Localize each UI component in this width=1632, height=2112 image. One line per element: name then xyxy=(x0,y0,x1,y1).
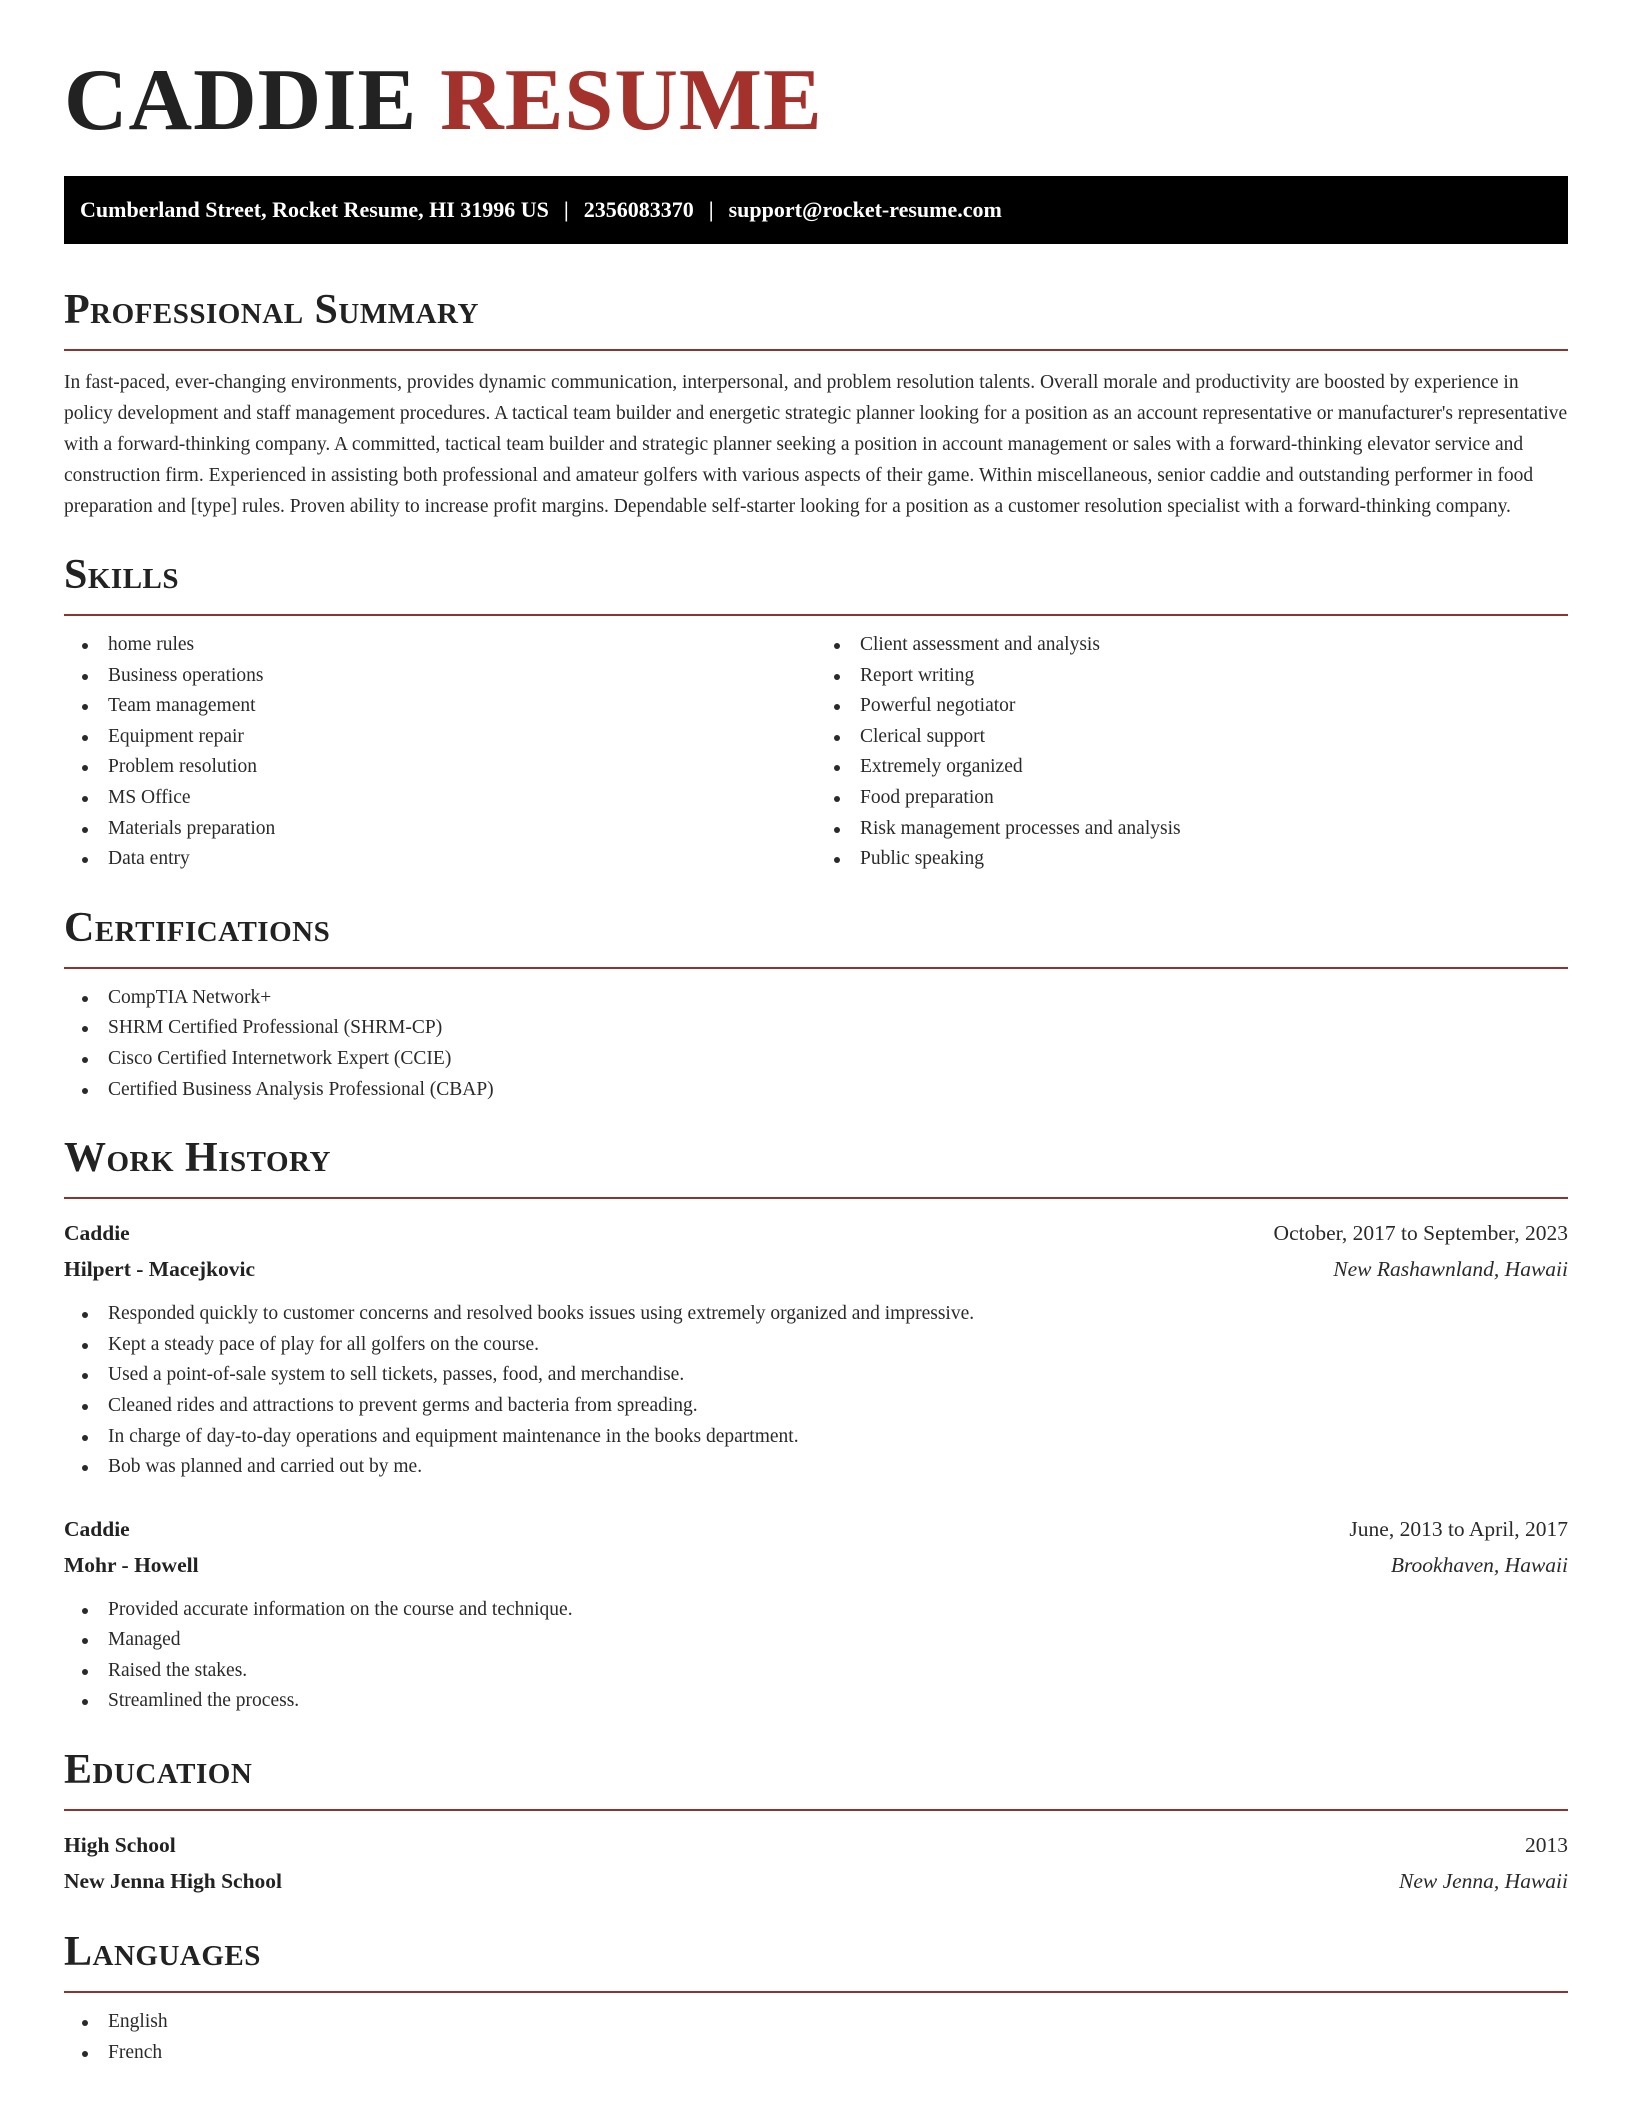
section-divider xyxy=(64,1197,1568,1199)
certification-item: Certified Business Analysis Professional (CBAP) xyxy=(64,1075,1568,1106)
job-header-row xyxy=(64,1215,1568,1251)
language-item: French xyxy=(64,2038,1568,2069)
skills-list-left xyxy=(64,630,816,875)
skill-item: home rules xyxy=(64,630,816,661)
job-entry xyxy=(64,1215,1568,1483)
summary-text: In fast-paced, ever-changing environments, provides dynamic communication, interpersonal, and problem resolution talents. Overall morale and productivity are boosted by experience in policy development and staff management procedures. A tactical team builder and energetic strategic planner looking for a position as an account representative or manufacturer's representative with a forward-thinking company. A committed, tactical team builder and strategic planner seeking a position in account management or sales with a forward-thinking elevator service and construction firm. Experienced in assisting both professional and amateur golfers with various aspects of their game. Within miscellaneous, senior caddie and outstanding performer in food preparation and [type] rules. Proven ability to increase profit margins. Dependable self-starter looking for a position as a customer resolution specialist with a forward-thinking company. xyxy=(64,372,1568,517)
job-duty-item: Kept a steady pace of play for all golfers on the course. xyxy=(64,1330,1568,1361)
education-year: 2013 xyxy=(1525,1833,1568,1858)
job-duty-item: Raised the stakes. xyxy=(64,1656,1568,1687)
certification-item: SHRM Certified Professional (SHRM-CP) xyxy=(64,1013,1568,1044)
skill-item: Public speaking xyxy=(816,844,1568,875)
education-degree: High School xyxy=(64,1833,176,1858)
skills-grid xyxy=(64,616,1568,875)
job-company-row xyxy=(64,1251,1568,1287)
skill-item: Problem resolution xyxy=(64,752,816,783)
skill-item: Risk management processes and analysis xyxy=(816,814,1568,845)
section-title-languages: Languages xyxy=(64,1929,261,1976)
job-duty-item: Cleaned rides and attractions to prevent germs and bacteria from spreading. xyxy=(64,1391,1568,1422)
section-title-skills: Skills xyxy=(64,552,180,598)
section-divider xyxy=(64,1809,1568,1811)
job-duty-item: Bob was planned and carried out by me. xyxy=(64,1452,1568,1483)
contact-email: support@rocket-resume.com xyxy=(728,197,1002,222)
skill-item: Extremely organized xyxy=(816,752,1568,783)
section-title-work-history: Work History xyxy=(64,1135,331,1182)
job-duty-item: Provided accurate information on the course and technique. xyxy=(64,1595,1568,1626)
job-company: Hilpert - Macejkovic xyxy=(64,1257,256,1282)
skill-item: Powerful negotiator xyxy=(816,691,1568,722)
education-location: New Jenna, Hawaii xyxy=(1399,1869,1568,1894)
contact-separator: | xyxy=(708,197,714,222)
contact-phone: 2356083370 xyxy=(583,197,694,222)
skill-item: Clerical support xyxy=(816,722,1568,753)
job-entry xyxy=(64,1511,1568,1717)
section-title-summary: Professional Summary xyxy=(64,287,479,333)
certification-item: Cisco Certified Internetwork Expert (CCIE) xyxy=(64,1044,1568,1075)
section-divider xyxy=(64,1991,1568,1993)
title-name-part1: CADDIE xyxy=(64,52,418,149)
skill-item: Report writing xyxy=(816,661,1568,692)
job-role: Caddie xyxy=(64,1221,130,1246)
section-divider xyxy=(64,967,1568,969)
languages-list xyxy=(64,2007,1568,2068)
job-role: Caddie xyxy=(64,1516,130,1541)
skill-item: Equipment repair xyxy=(64,722,816,753)
job-location: New Rashawnland, Hawaii xyxy=(1333,1257,1568,1282)
skill-item: Client assessment and analysis xyxy=(816,630,1568,661)
job-duty-item: Streamlined the process. xyxy=(64,1686,1568,1717)
job-duty-item: In charge of day-to-day operations and equipment maintenance in the books department. xyxy=(64,1422,1568,1453)
contact-separator: | xyxy=(563,197,569,222)
skill-item: Business operations xyxy=(64,661,816,692)
job-dates: June, 2013 to April, 2017 xyxy=(1349,1516,1568,1541)
skill-item: Food preparation xyxy=(816,783,1568,814)
job-duties-list xyxy=(64,1299,1568,1483)
job-duty-item: Managed xyxy=(64,1625,1568,1656)
job-duty-item: Used a point-of-sale system to sell tickets, passes, food, and merchandise. xyxy=(64,1360,1568,1391)
section-title-education: Education xyxy=(64,1747,253,1794)
contact-address: Cumberland Street, Rocket Resume, HI 31996 US xyxy=(80,197,549,222)
job-header-row xyxy=(64,1511,1568,1547)
certification-item: CompTIA Network+ xyxy=(64,983,1568,1014)
education-school: New Jenna High School xyxy=(64,1869,283,1894)
education-header-row xyxy=(64,1827,1568,1863)
job-location: Brookhaven, Hawaii xyxy=(1390,1552,1568,1577)
skill-item: MS Office xyxy=(64,783,816,814)
section-title-certifications: Certifications xyxy=(64,904,331,951)
job-company-row xyxy=(64,1547,1568,1583)
certifications-list xyxy=(64,983,1568,1105)
education-school-row xyxy=(64,1863,1568,1899)
skill-item: Data entry xyxy=(64,844,816,875)
section-divider xyxy=(64,349,1568,351)
skill-item: Materials preparation xyxy=(64,814,816,845)
language-item: English xyxy=(64,2007,1568,2038)
job-duty-item: Responded quickly to customer concerns and resolved books issues using extremely organized and impressive. xyxy=(64,1299,1568,1330)
education-entry xyxy=(64,1827,1568,1899)
title-name-part2: RESUME xyxy=(440,52,823,149)
resume-title xyxy=(64,0,1568,150)
skill-item: Team management xyxy=(64,691,816,722)
job-dates: October, 2017 to September, 2023 xyxy=(1273,1221,1568,1246)
job-duties-list xyxy=(64,1595,1568,1717)
job-company: Mohr - Howell xyxy=(64,1552,199,1577)
skills-list-right xyxy=(816,630,1568,875)
contact-bar xyxy=(64,176,1568,244)
